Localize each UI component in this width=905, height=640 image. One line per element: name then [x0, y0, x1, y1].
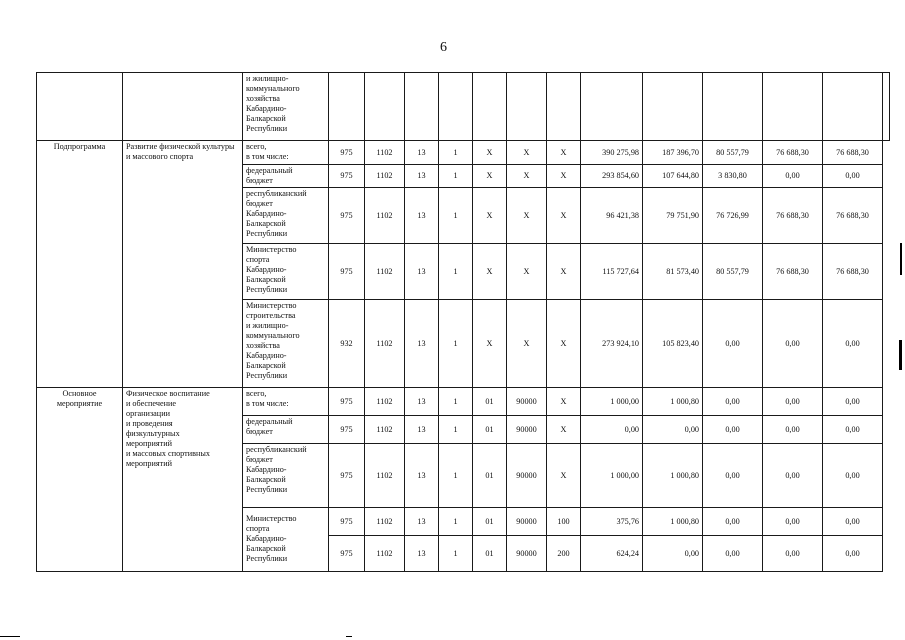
- page-number: 6: [440, 40, 447, 55]
- value-cell: 01: [473, 444, 507, 508]
- value-cell: 01: [473, 416, 507, 444]
- value-cell: [823, 73, 883, 141]
- value-cell: 975: [329, 244, 365, 300]
- value-cell: 1: [439, 508, 473, 536]
- org-cell: республиканский бюджет Кабардино- Балкарской Республики: [243, 188, 329, 244]
- value-cell: 76 726,99: [703, 188, 763, 244]
- value-cell: [643, 73, 703, 141]
- value-cell: 975: [329, 444, 365, 508]
- value-cell: Х: [507, 188, 547, 244]
- value-cell: 13: [405, 508, 439, 536]
- value-cell: 0,00: [763, 165, 823, 188]
- value-cell: 1: [439, 188, 473, 244]
- value-cell: Х: [507, 141, 547, 165]
- value-cell: 0,00: [703, 508, 763, 536]
- value-cell: 01: [473, 388, 507, 416]
- value-cell: 975: [329, 165, 365, 188]
- value-cell: 0,00: [823, 300, 883, 388]
- value-cell: 0,00: [703, 300, 763, 388]
- org-cell: федеральный бюджет: [243, 416, 329, 444]
- value-cell: Х: [547, 244, 581, 300]
- value-cell: 390 275,98: [581, 141, 643, 165]
- value-cell: 105 823,40: [643, 300, 703, 388]
- value-cell: 932: [329, 300, 365, 388]
- value-cell: [763, 73, 823, 141]
- name-cell: [123, 73, 243, 141]
- value-cell: [507, 73, 547, 141]
- value-cell: 1: [439, 536, 473, 572]
- value-cell: Х: [507, 244, 547, 300]
- value-cell: 76 688,30: [823, 141, 883, 165]
- value-cell: 200: [547, 536, 581, 572]
- value-cell: 975: [329, 188, 365, 244]
- value-cell: 375,76: [581, 508, 643, 536]
- value-cell: 81 573,40: [643, 244, 703, 300]
- value-cell: 1102: [365, 188, 405, 244]
- value-cell: Х: [473, 244, 507, 300]
- org-cell: Министерство строительства и жилищно- коммунального хозяйства Кабардино- Балкарской Республики: [243, 300, 329, 388]
- value-cell: 1102: [365, 165, 405, 188]
- budget-table: [36, 72, 890, 572]
- value-cell: 1102: [365, 444, 405, 508]
- value-cell: 13: [405, 244, 439, 300]
- value-cell: 96 421,38: [581, 188, 643, 244]
- value-cell: Х: [507, 165, 547, 188]
- value-cell: 975: [329, 141, 365, 165]
- value-cell: 0,00: [763, 300, 823, 388]
- value-cell: 1: [439, 388, 473, 416]
- value-cell: 0,00: [823, 508, 883, 536]
- value-cell: 0,00: [823, 388, 883, 416]
- value-cell: Х: [473, 300, 507, 388]
- value-cell: 293 854,60: [581, 165, 643, 188]
- status-cell: Подпрограмма: [37, 141, 123, 388]
- table-row: [37, 73, 890, 141]
- value-cell: 13: [405, 300, 439, 388]
- value-cell: 13: [405, 141, 439, 165]
- value-cell: 1102: [365, 141, 405, 165]
- value-cell: 13: [405, 388, 439, 416]
- value-cell: 100: [547, 508, 581, 536]
- value-cell: 624,24: [581, 536, 643, 572]
- value-cell: 13: [405, 536, 439, 572]
- value-cell: 1: [439, 416, 473, 444]
- value-cell: 1 000,00: [581, 388, 643, 416]
- status-cell: Основное мероприятие: [37, 388, 123, 572]
- scan-mark-3: [0, 636, 20, 637]
- value-cell: 76 688,30: [763, 141, 823, 165]
- value-cell: 187 396,70: [643, 141, 703, 165]
- value-cell: 01: [473, 508, 507, 536]
- scan-mark-2: [899, 340, 902, 370]
- value-cell: 1102: [365, 300, 405, 388]
- value-cell: 0,00: [763, 416, 823, 444]
- value-cell: 76 688,30: [763, 188, 823, 244]
- value-cell: 76 688,30: [823, 244, 883, 300]
- value-cell: 107 644,80: [643, 165, 703, 188]
- value-cell: Х: [547, 388, 581, 416]
- value-cell: [365, 73, 405, 141]
- value-cell: [883, 73, 890, 141]
- value-cell: 01: [473, 536, 507, 572]
- value-cell: 1 000,80: [643, 508, 703, 536]
- value-cell: [547, 73, 581, 141]
- value-cell: 0,00: [763, 508, 823, 536]
- value-cell: 1 000,00: [581, 444, 643, 508]
- org-cell: Министерство спорта Кабардино- Балкарской Республики: [243, 508, 329, 572]
- value-cell: 1 000,80: [643, 388, 703, 416]
- org-cell: республиканский бюджет Кабардино- Балкарской Республики: [243, 444, 329, 508]
- org-cell: федеральный бюджет: [243, 165, 329, 188]
- value-cell: Х: [547, 188, 581, 244]
- value-cell: 13: [405, 416, 439, 444]
- value-cell: 76 688,30: [763, 244, 823, 300]
- value-cell: Х: [547, 416, 581, 444]
- value-cell: 0,00: [763, 536, 823, 572]
- value-cell: 1102: [365, 244, 405, 300]
- value-cell: Х: [507, 300, 547, 388]
- value-cell: 0,00: [643, 536, 703, 572]
- value-cell: 3 830,80: [703, 165, 763, 188]
- value-cell: 80 557,79: [703, 141, 763, 165]
- value-cell: 273 924,10: [581, 300, 643, 388]
- value-cell: 79 751,90: [643, 188, 703, 244]
- org-cell: и жилищно- коммунального хозяйства Кабардино- Балкарской Республики: [243, 73, 329, 141]
- value-cell: Х: [547, 300, 581, 388]
- table-row: [37, 141, 890, 165]
- value-cell: Х: [473, 165, 507, 188]
- value-cell: Х: [547, 444, 581, 508]
- value-cell: 1102: [365, 388, 405, 416]
- value-cell: Х: [547, 165, 581, 188]
- value-cell: 0,00: [703, 416, 763, 444]
- value-cell: 1: [439, 444, 473, 508]
- org-cell: Министерство спорта Кабардино- Балкарской Республики: [243, 244, 329, 300]
- name-cell: Физическое воспитание и обеспечение организации и проведения физкультурных мероприятий и массовых спортивных мероприятий: [123, 388, 243, 572]
- value-cell: 975: [329, 416, 365, 444]
- value-cell: 0,00: [703, 388, 763, 416]
- table-row: [37, 388, 890, 416]
- value-cell: 975: [329, 536, 365, 572]
- value-cell: 0,00: [763, 388, 823, 416]
- value-cell: Х: [547, 141, 581, 165]
- scan-mark-4: [346, 636, 352, 637]
- value-cell: 1102: [365, 508, 405, 536]
- value-cell: 90000: [507, 536, 547, 572]
- value-cell: 0,00: [703, 444, 763, 508]
- value-cell: 1: [439, 141, 473, 165]
- value-cell: 90000: [507, 388, 547, 416]
- value-cell: 0,00: [643, 416, 703, 444]
- value-cell: 1: [439, 300, 473, 388]
- value-cell: 0,00: [823, 444, 883, 508]
- value-cell: 0,00: [823, 416, 883, 444]
- org-cell: всего, в том числе:: [243, 141, 329, 165]
- value-cell: [405, 73, 439, 141]
- value-cell: 90000: [507, 444, 547, 508]
- value-cell: 90000: [507, 508, 547, 536]
- value-cell: 1102: [365, 416, 405, 444]
- value-cell: [329, 73, 365, 141]
- value-cell: [703, 73, 763, 141]
- value-cell: 1: [439, 165, 473, 188]
- value-cell: 975: [329, 388, 365, 416]
- value-cell: 115 727,64: [581, 244, 643, 300]
- value-cell: 0,00: [823, 165, 883, 188]
- scan-mark-1: [900, 243, 902, 275]
- value-cell: [581, 73, 643, 141]
- value-cell: Х: [473, 188, 507, 244]
- value-cell: 13: [405, 444, 439, 508]
- value-cell: 76 688,30: [823, 188, 883, 244]
- value-cell: 80 557,79: [703, 244, 763, 300]
- value-cell: 1: [439, 244, 473, 300]
- value-cell: Х: [473, 141, 507, 165]
- value-cell: 0,00: [581, 416, 643, 444]
- value-cell: 0,00: [763, 444, 823, 508]
- status-cell: [37, 73, 123, 141]
- org-cell: всего, в том числе:: [243, 388, 329, 416]
- value-cell: 13: [405, 165, 439, 188]
- value-cell: 0,00: [703, 536, 763, 572]
- value-cell: 1 000,80: [643, 444, 703, 508]
- value-cell: 0,00: [823, 536, 883, 572]
- name-cell: Развитие физической культуры и массового спорта: [123, 141, 243, 388]
- value-cell: 90000: [507, 416, 547, 444]
- value-cell: 13: [405, 188, 439, 244]
- value-cell: [473, 73, 507, 141]
- value-cell: [439, 73, 473, 141]
- value-cell: 1102: [365, 536, 405, 572]
- value-cell: 975: [329, 508, 365, 536]
